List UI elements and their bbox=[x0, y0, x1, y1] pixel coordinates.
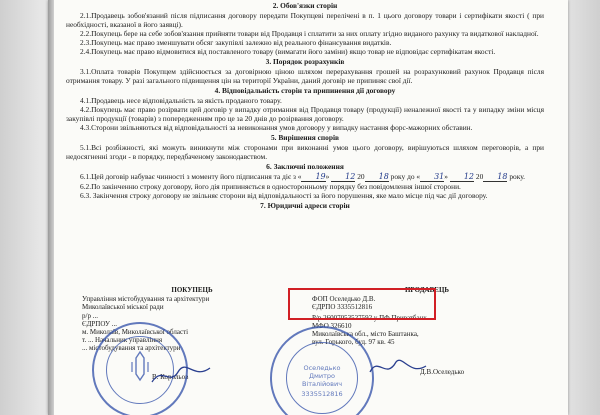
document-page bbox=[48, 0, 568, 415]
clause-2-4: 2.4.Покупець має право відмовитися від поставленого товару (вимагати його заміни) якщо товар не відповідає сертифікатам якості. bbox=[80, 47, 496, 56]
clause-6-2: 6.2.По закінченню строку договору, його дія припиняється в односторонньому порядку без повідомлення іншої сторони. bbox=[80, 182, 461, 191]
buyer-line-2: Миколаївської міської ради bbox=[82, 303, 164, 312]
section-4-title: 4. Відповідальність сторін та припинення дії договору bbox=[214, 86, 396, 95]
clause-6-1: 6.1.Цей договір набуває чинності з моменту його підписання та діє з « 19» 12 20 18 року до « 31» 12 20 18 року. bbox=[80, 172, 525, 181]
buyer-line-3: р/р ... bbox=[82, 311, 98, 320]
buyer-line-7: ... містобудування та архітектури bbox=[82, 344, 181, 353]
clause-6-3: 6.3. Закінчення строку договору не звільняє сторони від відповідальності за його порушення, яке мало місце під час дії договору. bbox=[80, 191, 488, 200]
section-2-title: 2. Обов'язки сторін bbox=[272, 1, 338, 10]
contract-text bbox=[66, 0, 544, 211]
buyer-line-5: м. Миколаїв, Миколаївської області bbox=[82, 328, 189, 337]
clause-2-1: 2.1.Продавець зобов'язаний після підписання договору передати Покупцеві перелічені в п. 1 цього договору товари і сертифікати якості ( при необхідності, вказаної в його заявці). bbox=[66, 11, 544, 29]
end-day: 31 bbox=[420, 173, 444, 182]
start-year-prefix: 20 bbox=[357, 172, 365, 181]
clause-5-1: 5.1.Всі розбіжності, які можуть виникнути між сторонами при виконанні умов цього договору, вирішуються шляхом переговорів, а при недосягненні згоди - в порядку, передбаченому законодавством. bbox=[66, 143, 544, 161]
end-year-prefix: 20 bbox=[475, 172, 484, 181]
clause-6-1-text-a: 6.1.Цей договір набуває чинності з моменту його підписання та діє з bbox=[80, 172, 296, 181]
clause-4-2: 4.2.Покупець має право розірвати цей договір у випадку отримання від Продавця товару (продукції) неналежної якості та у випадку зміни місця закупівлі продукції (товарів) з попередженням про це за 20 днів до розірвання договору. bbox=[66, 105, 544, 123]
buyer-line-1: Управління містобудування та архітектури bbox=[82, 295, 210, 304]
seller-line-2: ЄДРПО 3335512816 bbox=[312, 303, 373, 312]
clause-2-3: 2.3.Покупець має право зменшувати обсяг закупівлі залежно від реального фінансування видатків. bbox=[80, 38, 392, 47]
page-binding-shadow bbox=[48, 0, 54, 415]
seller-signer: Д.В.Оселедько bbox=[420, 368, 465, 377]
buyer-signer: В. Корольов bbox=[152, 372, 189, 381]
seller-line-6: вул. Горького, буд. 97 кв. 45 bbox=[312, 338, 395, 347]
seller-highlight-box bbox=[288, 288, 436, 320]
end-year-suffix: 18 bbox=[483, 173, 507, 182]
section-7-title: 7. Юридичні адреси сторін bbox=[260, 201, 350, 210]
start-year-suffix: 18 bbox=[365, 173, 389, 182]
section-3-title: 3. Порядок розрахунків bbox=[265, 57, 345, 66]
seller-title: ПРОДАВЕЦЬ bbox=[404, 286, 450, 294]
buyer-title: ПОКУПЕЦЬ bbox=[171, 286, 213, 294]
buyer-line-4: ЄДРПОУ ... bbox=[82, 319, 117, 328]
seller-line-1: ФОП Оселедько Д.В. bbox=[312, 295, 376, 304]
start-day: 19 bbox=[301, 173, 325, 182]
section-6-title: 6. Заключні положення bbox=[266, 162, 344, 171]
buyer-line-6: т. ... Начальник управління bbox=[82, 336, 163, 345]
clause-6-1-text-c: року. bbox=[509, 172, 525, 181]
buyer-signature bbox=[148, 360, 218, 390]
seller-line-5: Миколаївська обл., місто Баштанка, bbox=[312, 330, 419, 339]
seller-stamp-code: 3335512816 bbox=[301, 390, 343, 398]
seller-line-4: МФО 326610 bbox=[312, 321, 352, 330]
section-5-title: 5. Вирішення спорів bbox=[270, 133, 339, 142]
seller-signature bbox=[366, 352, 436, 382]
end-month: 12 bbox=[450, 173, 474, 182]
clause-4-3: 4.3.Сторони звільняються від відповідальності за невиконання умов договору у випадку настання форс-мажорних обставин. bbox=[80, 123, 473, 132]
start-month: 12 bbox=[331, 173, 355, 182]
seller-line-3: Р/р 26007053527592 у ПФ Приватбанк bbox=[312, 313, 427, 322]
clause-3-1: 3.1.Оплата товарів Покупцем здійснюється за договірною ціною шляхом перерахування грошей на розрахунковий рахунок Продавця після отримання товару. У разі загального підвищення цін на території України, даний договір не припиняє свої дії. bbox=[66, 67, 544, 85]
seller-stamp-name: Оселедько Дмитро Віталійович bbox=[301, 364, 343, 388]
clause-6-1-text-b: року до bbox=[390, 172, 415, 181]
clause-4-1: 4.1.Продавець несе відповідальність за якість проданого товару. bbox=[80, 96, 282, 105]
clause-2-2: 2.2.Покупець бере на себе зобов'язання прийняти товари від Продавця і сплатити за них оплату згідно виданого рахунку та видаткової накладної. bbox=[80, 29, 539, 38]
